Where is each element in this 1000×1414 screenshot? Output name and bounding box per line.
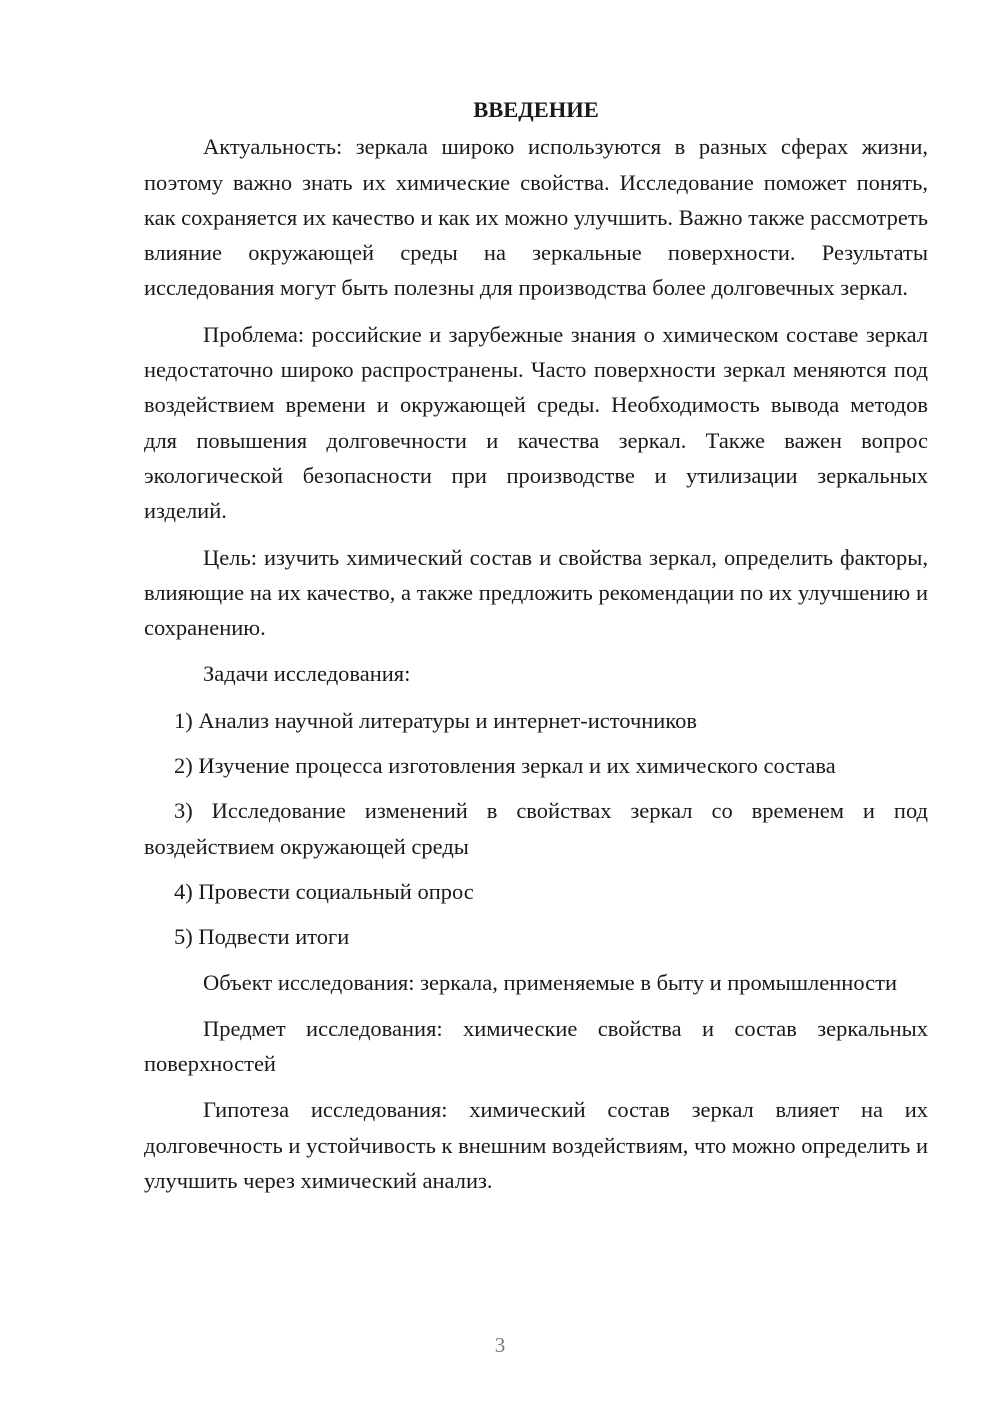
hypothesis-paragraph: Гипотеза исследования: химический состав зеркал влияет на их долговечность и устойчивость к внешним воздействиям, что можно определить и улучшить через химический анализ. — [144, 1097, 928, 1194]
page-content — [144, 92, 928, 1209]
task-item: 4) Провести социальный опрос — [174, 878, 474, 904]
section-heading: ВВЕДЕНИЕ — [473, 97, 599, 122]
task-item: 5) Подвести итоги — [174, 924, 350, 950]
object-paragraph: Объект исследования: зеркала, применяемые в быту и промышленности — [203, 969, 898, 995]
task-item: 3) Исследование изменений в свойствах зеркал со временем и под воздействием окружающей среды — [144, 798, 928, 859]
page-number: 3 — [494, 1333, 506, 1357]
subject-paragraph: Предмет исследования: химические свойства и состав зеркальных поверхностей — [144, 1015, 928, 1077]
goal-paragraph: Цель: изучить химический состав и свойства зеркал, определить факторы, влияющие на их качество, а также предложить рекомендации по их улучшению и сохранению. — [144, 544, 928, 641]
tasks-heading: Задачи исследования: — [203, 661, 411, 687]
task-item: 1) Анализ научной литературы и интернет-источников — [174, 707, 698, 733]
problem-paragraph: Проблема: российские и зарубежные знания о химическом составе зеркал недостаточно широко распространены. Часто поверхности зеркал меняются под воздействием времени и окружающей среды. Необходимость вывода методов для повышения долговечности и качества зеркал. Также важен вопрос экологической безопасности при производстве и утилизации зеркальных изделий. — [144, 321, 928, 524]
relevance-paragraph: Актуальность: зеркала широко используются в разных сферах жизни, поэтому важно знать их химические свойства. Исследование поможет понять, как сохраняется их качество и как их можно улучшить. Важно также рассмотреть влияние окружающей среды на зеркальные поверхности. Результаты исследования могут быть полезны для производства более долговечных зеркал. — [144, 134, 928, 301]
task-item: 2) Изучение процесса изготовления зеркал и их химического состава — [174, 753, 836, 779]
